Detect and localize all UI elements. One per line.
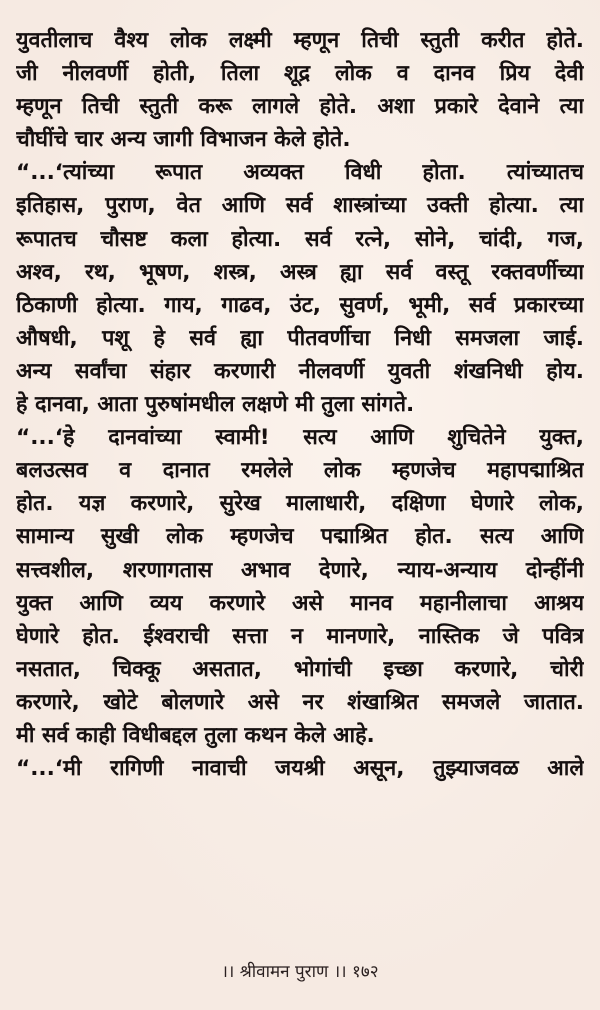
text-line: सत्त्वशील, शरणागतास अभाव देणारे, न्याय-अन्याय दोन्हींनी: [16, 557, 584, 583]
text-line: जी नीलवर्णी होती, तिला शूद्र लोक व दानव प्रिय देवी: [16, 61, 584, 87]
text-line: “...‘मी रागिणी नावाची जयश्री असून, तुझ्याजवळ आले: [16, 756, 584, 782]
text-line: बलउत्सव व दानात रमलेले लोक म्हणजेच महापद्माश्रित: [16, 458, 584, 484]
text-line: चौघींचे चार अन्य जागी विभाजन केले होते.: [16, 127, 351, 153]
text-line: म्हणून तिची स्तुती करू लागले होते. अशा प्रकारे देवाने त्या: [16, 94, 584, 120]
text-line: हे दानवा, आता पुरुषांमधील लक्षणे मी तुला सांगते.: [16, 392, 415, 418]
text-line: नसतात, चिक्कू असतात, भोगांची इच्छा करणारे, चोरी: [16, 656, 584, 682]
text-line: घेणारे होत. ईश्वराची सत्ता न मानणारे, नास्तिक जे पवित्र: [16, 623, 584, 649]
text-line: युवतीलाच वैश्य लोक लक्ष्मी म्हणून तिची स्तुती करीत होते.: [16, 28, 584, 53]
text-line: औषधी, पशू हे सर्व ह्या पीतवर्णीचा निधी समजला जाई.: [16, 325, 584, 351]
text-line: सामान्य सुखी लोक म्हणजेच पद्माश्रित होत. सत्य आणि: [16, 524, 584, 550]
text-line: युक्त आणि व्यय करणारे असे मानव महानीलाचा आश्रय: [16, 590, 584, 616]
text-line: “...‘त्यांच्या रूपात अव्यक्त विधी होता. त्यांच्यातच: [16, 160, 584, 186]
text-line: रूपातच चौसष्ट कला होत्या. सर्व रत्ने, सोने, चांदी, गज,: [16, 226, 584, 252]
text-line: अन्य सर्वांचा संहार करणारी नीलवर्णी युवती शंखनिधी होय.: [16, 358, 584, 384]
text-line: होत. यज्ञ करणारे, सुरेख मालाधारी, दक्षिणा घेणारे लोक,: [16, 491, 584, 517]
text-line: करणारे, खोटे बोलणारे असे नर शंखाश्रित समजले जातात.: [16, 689, 584, 715]
text-line: इतिहास, पुराण, वेत आणि सर्व शास्त्रांच्या उक्ती होत्या. त्या: [16, 193, 584, 219]
text-line: “...‘हे दानवांच्या स्वामी! सत्य आणि शुचितेने युक्त,: [16, 425, 584, 451]
text-line: ठिकाणी होत्या. गाय, गाढव, उंट, सुवर्ण, भूमी, सर्व प्रकारच्या: [16, 292, 584, 318]
text-line: मी सर्व काही विधीबद्दल तुला कथन केले आहे.: [16, 722, 375, 748]
text-line: अश्व, रथ, भूषण, शस्त्र, अस्त्र ह्या सर्व वस्तू रक्तवर्णीच्या: [16, 259, 584, 285]
page-footer: ।। श्रीवामन पुराण ।। १७२: [221, 962, 379, 982]
body-text: [16, 24, 584, 785]
